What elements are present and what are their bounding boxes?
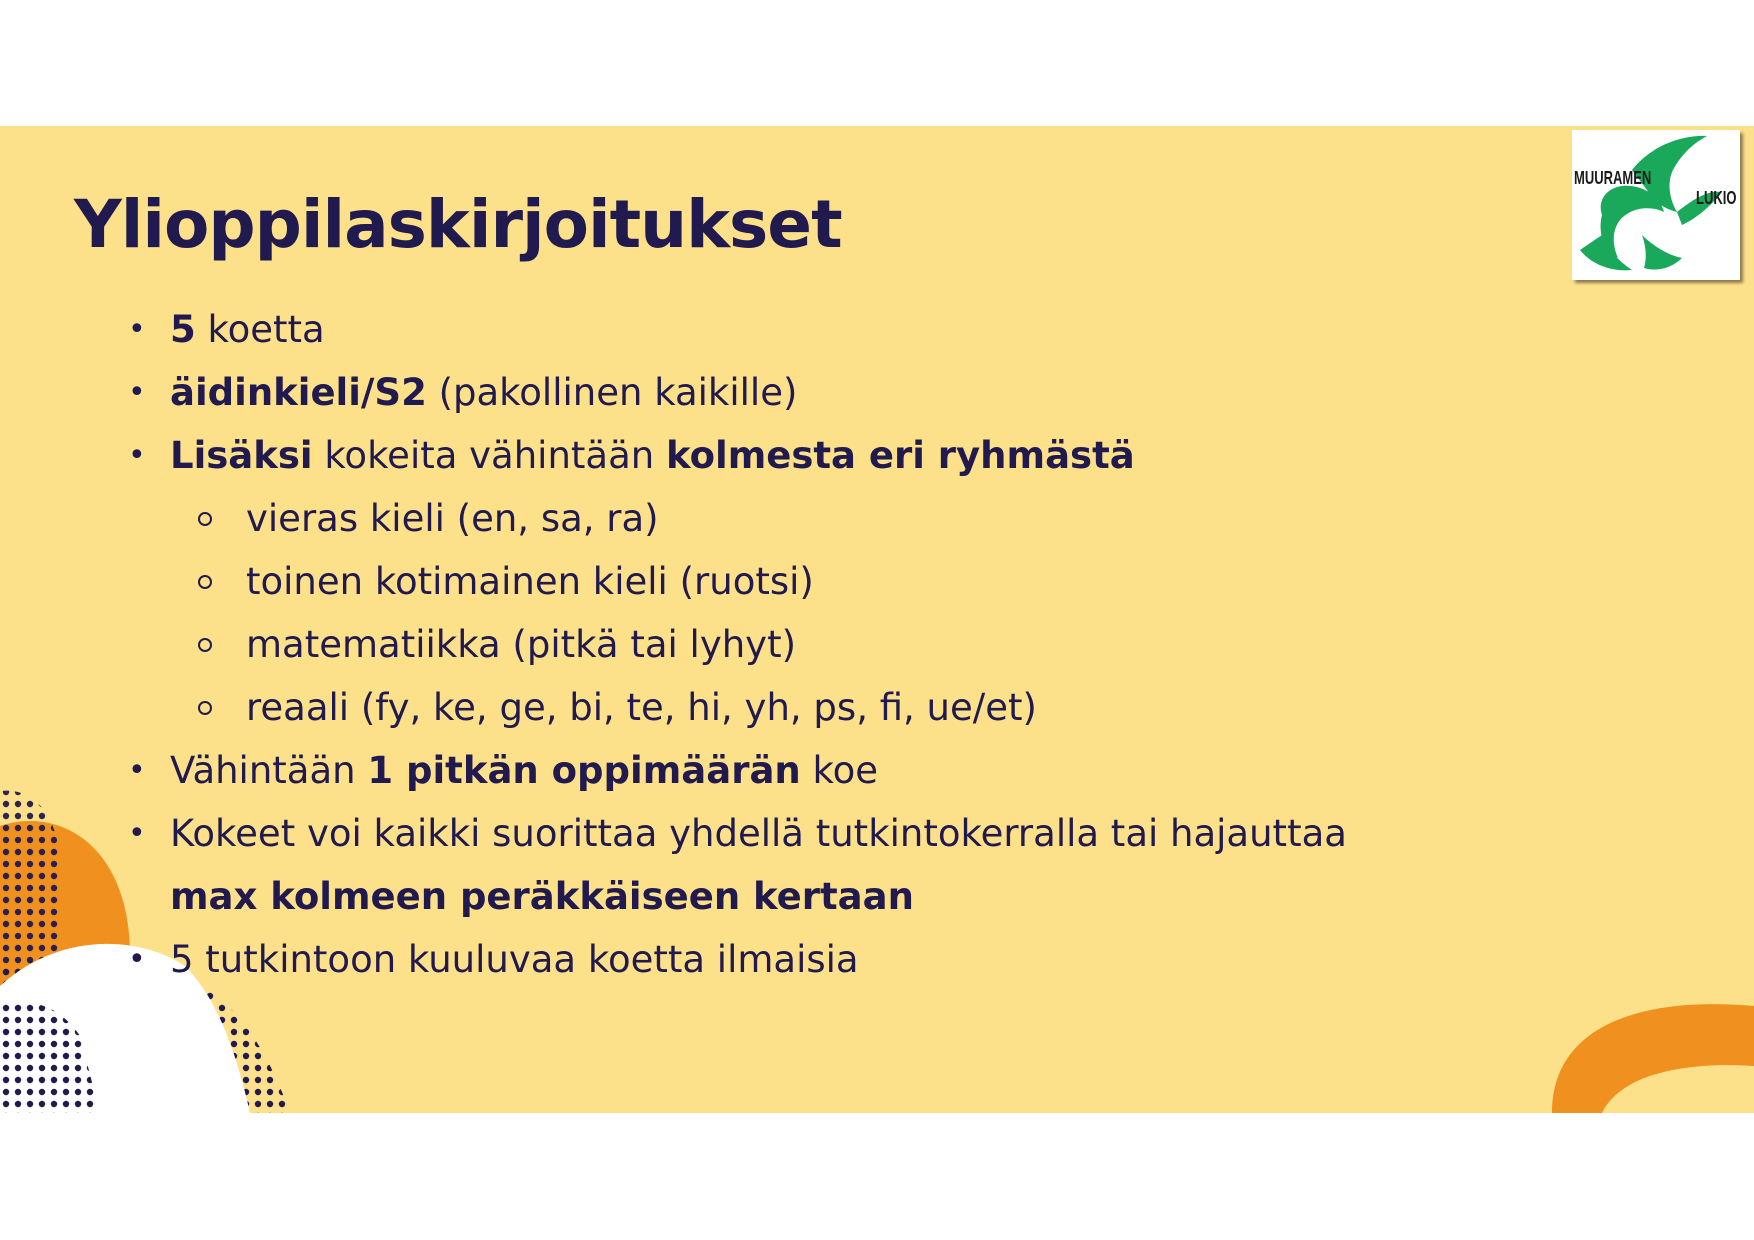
logo-text-left: MUURAMEN: [1574, 166, 1652, 189]
text: koe: [800, 749, 879, 792]
sub-list-item: [0, 613, 1560, 676]
bold-text: Lisäksi: [170, 434, 313, 477]
sub-list-item: [0, 550, 1560, 613]
text: Kokeet voi kaikki suorittaa yhdellä tutkintokerralla tai hajauttaa: [170, 812, 1347, 855]
slide: [0, 126, 1754, 1113]
text: kokeita vähintään: [312, 434, 666, 477]
text: vieras kieli (en, sa, ra): [246, 497, 659, 540]
text: 5 tutkintoon kuuluvaa koetta ilmaisia: [170, 938, 859, 981]
sub-list-item: [0, 676, 1560, 739]
list-item: [0, 802, 1560, 865]
text: matematiikka (pitkä tai lyhyt): [246, 623, 797, 666]
bold-text: äidinkieli/S2: [170, 371, 427, 414]
sub-list-item: [0, 487, 1560, 550]
bullet-list: [0, 298, 1560, 991]
slide-title: Ylioppilaskirjoitukset: [74, 186, 842, 263]
bold-text: 1 pitkän oppimäärän: [367, 749, 801, 792]
bold-text: 5: [170, 308, 196, 351]
text: reaali (fy, ke, ge, bi, te, hi, yh, ps, fi, ue/et): [246, 686, 1037, 729]
list-item: [0, 865, 1560, 928]
bold-text: kolmesta eri ryhmästä: [665, 434, 1135, 477]
list-item: [0, 928, 1560, 991]
text: (pakollinen kaikille): [426, 371, 798, 414]
bold-text: max kolmeen peräkkäiseen kertaan: [170, 875, 914, 918]
text: Vähintään: [170, 749, 368, 792]
text: koetta: [195, 308, 325, 351]
list-item: [0, 361, 1560, 424]
logo-text-right: LUKIO: [1696, 186, 1737, 209]
list-item: [0, 739, 1560, 802]
list-item: [0, 424, 1560, 487]
school-logo: [1572, 130, 1740, 280]
orange-arc-right: [1552, 1004, 1754, 1113]
text: toinen kotimainen kieli (ruotsi): [246, 560, 814, 603]
list-item: [0, 298, 1560, 361]
